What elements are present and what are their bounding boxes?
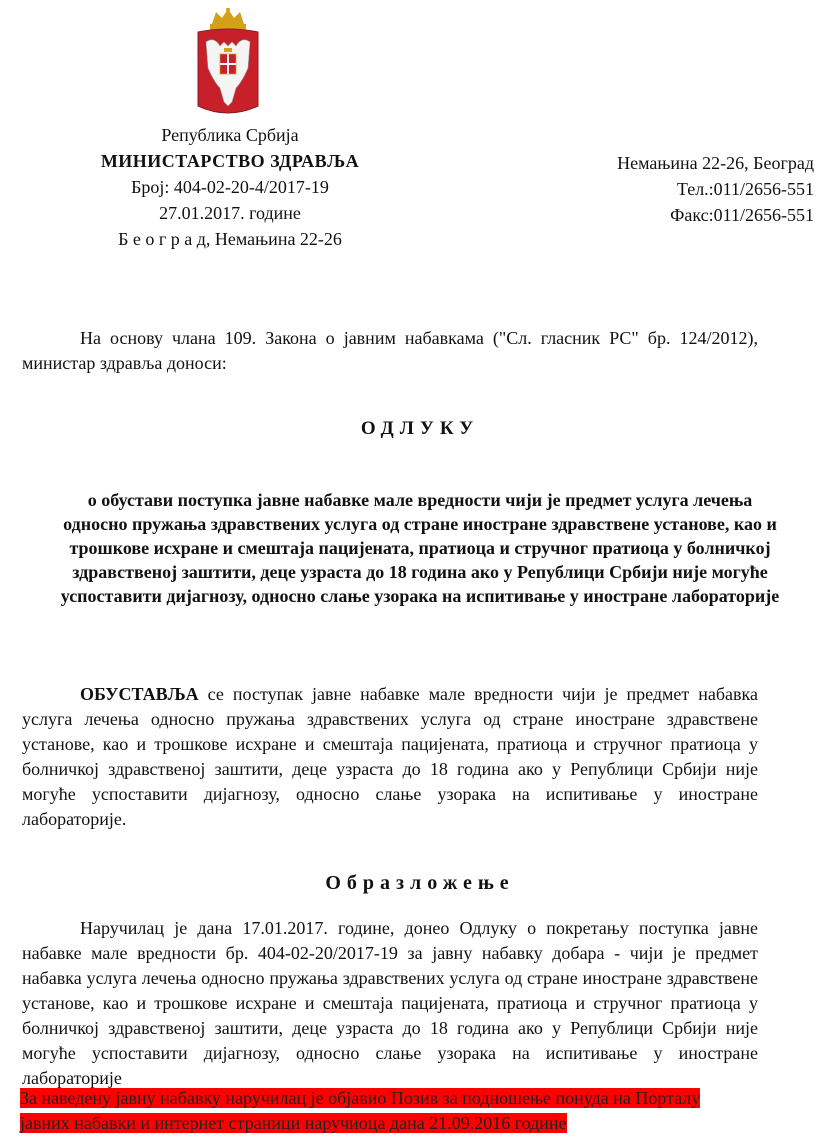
intro-text: На основу члана 109. Закона о јавним набавкама ("Сл. гласник РС" бр. 124/2012), министар здравља доноси: bbox=[22, 328, 758, 373]
suspension-keyword: ОБУСТАВЉА bbox=[80, 684, 199, 704]
header-left bbox=[60, 124, 400, 250]
street-address: Немањина 22-26, Београд bbox=[617, 153, 814, 173]
highlighted-text: За наведену јавну набавку наручилац је објавио Позив за подношење понуда на Порталу јавних набавки и интернет страници наручиоца дана 21.09.2016 године bbox=[20, 1088, 701, 1133]
document-number: Број: 404-02-20-4/2017-19 bbox=[131, 177, 329, 197]
ministry-name: МИНИСТАРСТВО ЗДРАВЉА bbox=[100, 151, 360, 171]
reasoning-text: Наручилац је дана 17.01.2017. године, донео Одлуку о покретању поступка јавне набавке мале вредности бр. 404-02-20/2017-19 за јавну набавку добара - чији је предмет набавка услуга лечења односно пружања здравствених услуга од стране иностране здравствене установе, као и трошкове исхране и смештаја пацијената, пратиоца и стручног пратиоца у болничкој здравственој заштити, деце узраста до 18 година ако у Републици Србији није могуће успоставити дијагнозу, односно слање узорака на испитивање у иностране лабораторије bbox=[22, 918, 758, 1088]
coat-of-arms-emblem bbox=[196, 8, 260, 118]
reasoning-paragraph bbox=[22, 916, 758, 1091]
intro-paragraph bbox=[22, 326, 758, 376]
city-address: Б е о г р а д, Немањина 22-26 bbox=[118, 229, 342, 249]
phone-number: Тел.:011/2656-551 bbox=[676, 179, 814, 199]
decision-title: ОДЛУКУ bbox=[360, 418, 480, 439]
document-date: 27.01.2017. године bbox=[159, 203, 301, 223]
header-right bbox=[617, 152, 814, 226]
republic-name: Република Србија bbox=[161, 125, 299, 145]
fax-number: Факс:011/2656-551 bbox=[670, 205, 814, 225]
suspension-text: се поступак јавне набавке мале вредности чији је предмет набавка услуга лечења односно пружања здравствених услуга од стране иностране здравствене установе, као и трошкове исхране и смештаја пацијената, пратиоца и стручног пратиоца у болничкој здравственој заштити, деце узраста до 18 година ако у Републици Србији није могуће успоставити дијагнозу, односно слање узорака на испитивање у иностране лабораторије. bbox=[22, 684, 758, 829]
decision-subject: о обустави поступка јавне набавке мале вредности чији је предмет услуга лечења односно пружања здравствених услуга од стране иностране здравствене установе, као и трошкове исхране и смештаја пацијената, пратиоца и стручног пратиоца у болничкој здравственој заштити, деце узраста до 18 година ако у Републици Србији није могуће успоставити дијагнозу, односно слање узорака на испитивање у иностране лабораторије bbox=[60, 490, 780, 606]
suspension-paragraph bbox=[22, 682, 758, 832]
reasoning-title: Образложење bbox=[325, 872, 515, 894]
highlighted-paragraph bbox=[20, 1086, 732, 1136]
